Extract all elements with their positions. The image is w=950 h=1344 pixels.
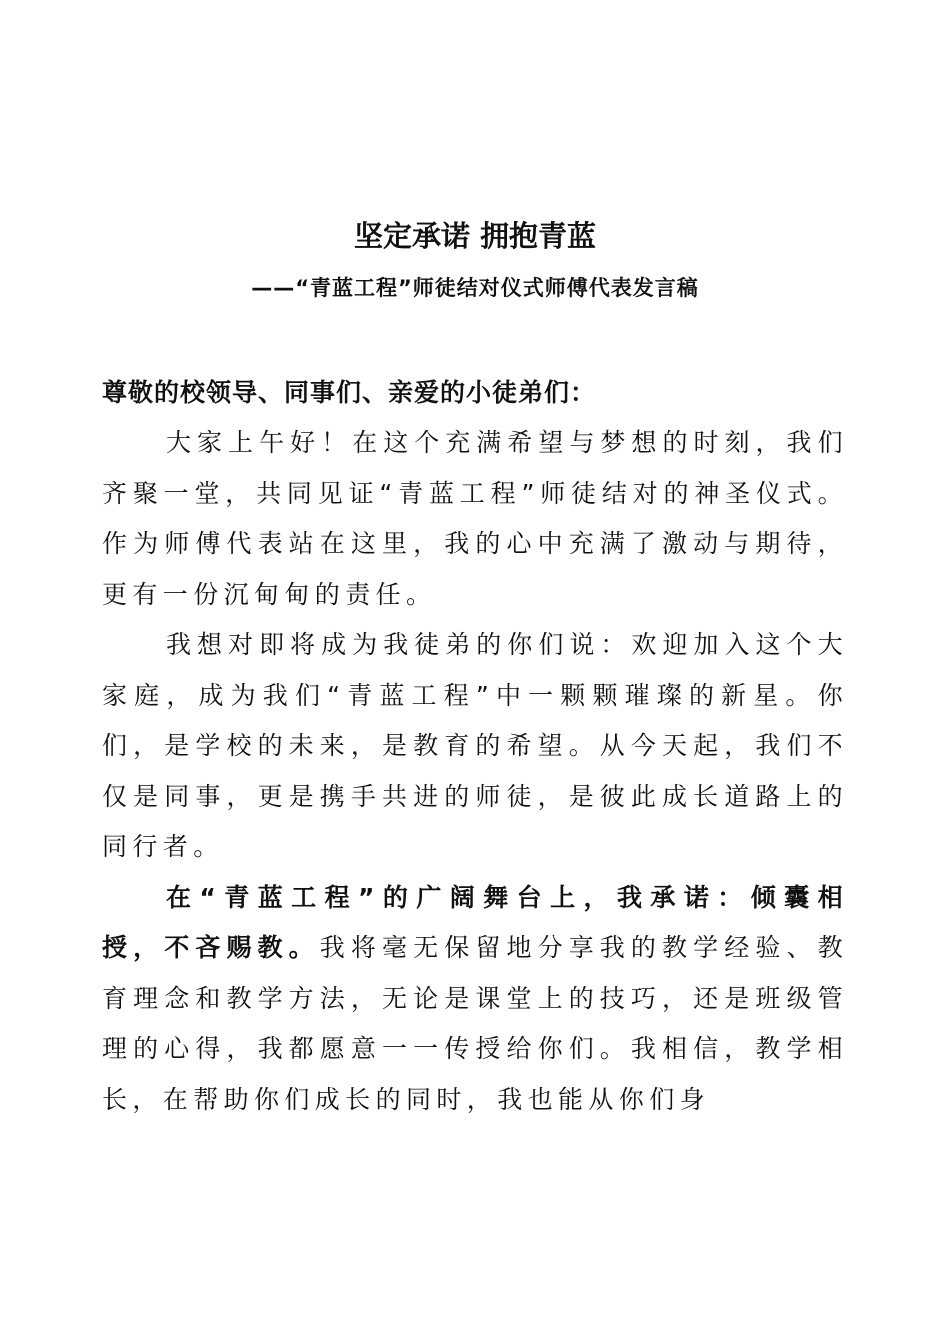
paragraph-bold-lead: 在“青蓝工程”的广阔舞台上，我承诺：倾囊相授，不吝赐教。 <box>102 882 848 962</box>
paragraph-welcome <box>102 620 848 873</box>
paragraph-text: 大家上午好！在这个充满希望与梦想的时刻，我们齐聚一堂，共同见证“青蓝工程”师徒结对的神圣仪式。作为师傅代表站在这里，我的心中充满了激动与期待，更有一份沉甸甸的责任。 <box>102 428 848 609</box>
paragraph-opening <box>102 418 848 620</box>
salutation: 尊敬的校领导、同事们、亲爱的小徒弟们： <box>102 378 597 407</box>
document-body <box>102 368 848 1125</box>
paragraph-text: 我将毫无保留地分享我的教学经验、教育理念和教学方法，无论是课堂上的技巧，还是班级管理的心得，我都愿意一一传授给你们。我相信，教学相长，在帮助你们成长的同时，我也能从你们身 <box>102 933 848 1114</box>
document-title: 坚定承诺 拥抱青蓝 <box>353 219 597 253</box>
paragraph-text: 我想对即将成为我徒弟的你们说：欢迎加入这个大家庭，成为我们“青蓝工程”中一颗颗璀璨的新星。你们，是学校的未来，是教育的希望。从今天起，我们不仅是同事，更是携手共进的师徒，是彼此成长道路上的同行者。 <box>102 630 848 861</box>
paragraph-promise <box>102 873 848 1126</box>
document-subtitle: ——“青蓝工程”师徒结对仪式师傅代表发言稿 <box>251 276 699 300</box>
